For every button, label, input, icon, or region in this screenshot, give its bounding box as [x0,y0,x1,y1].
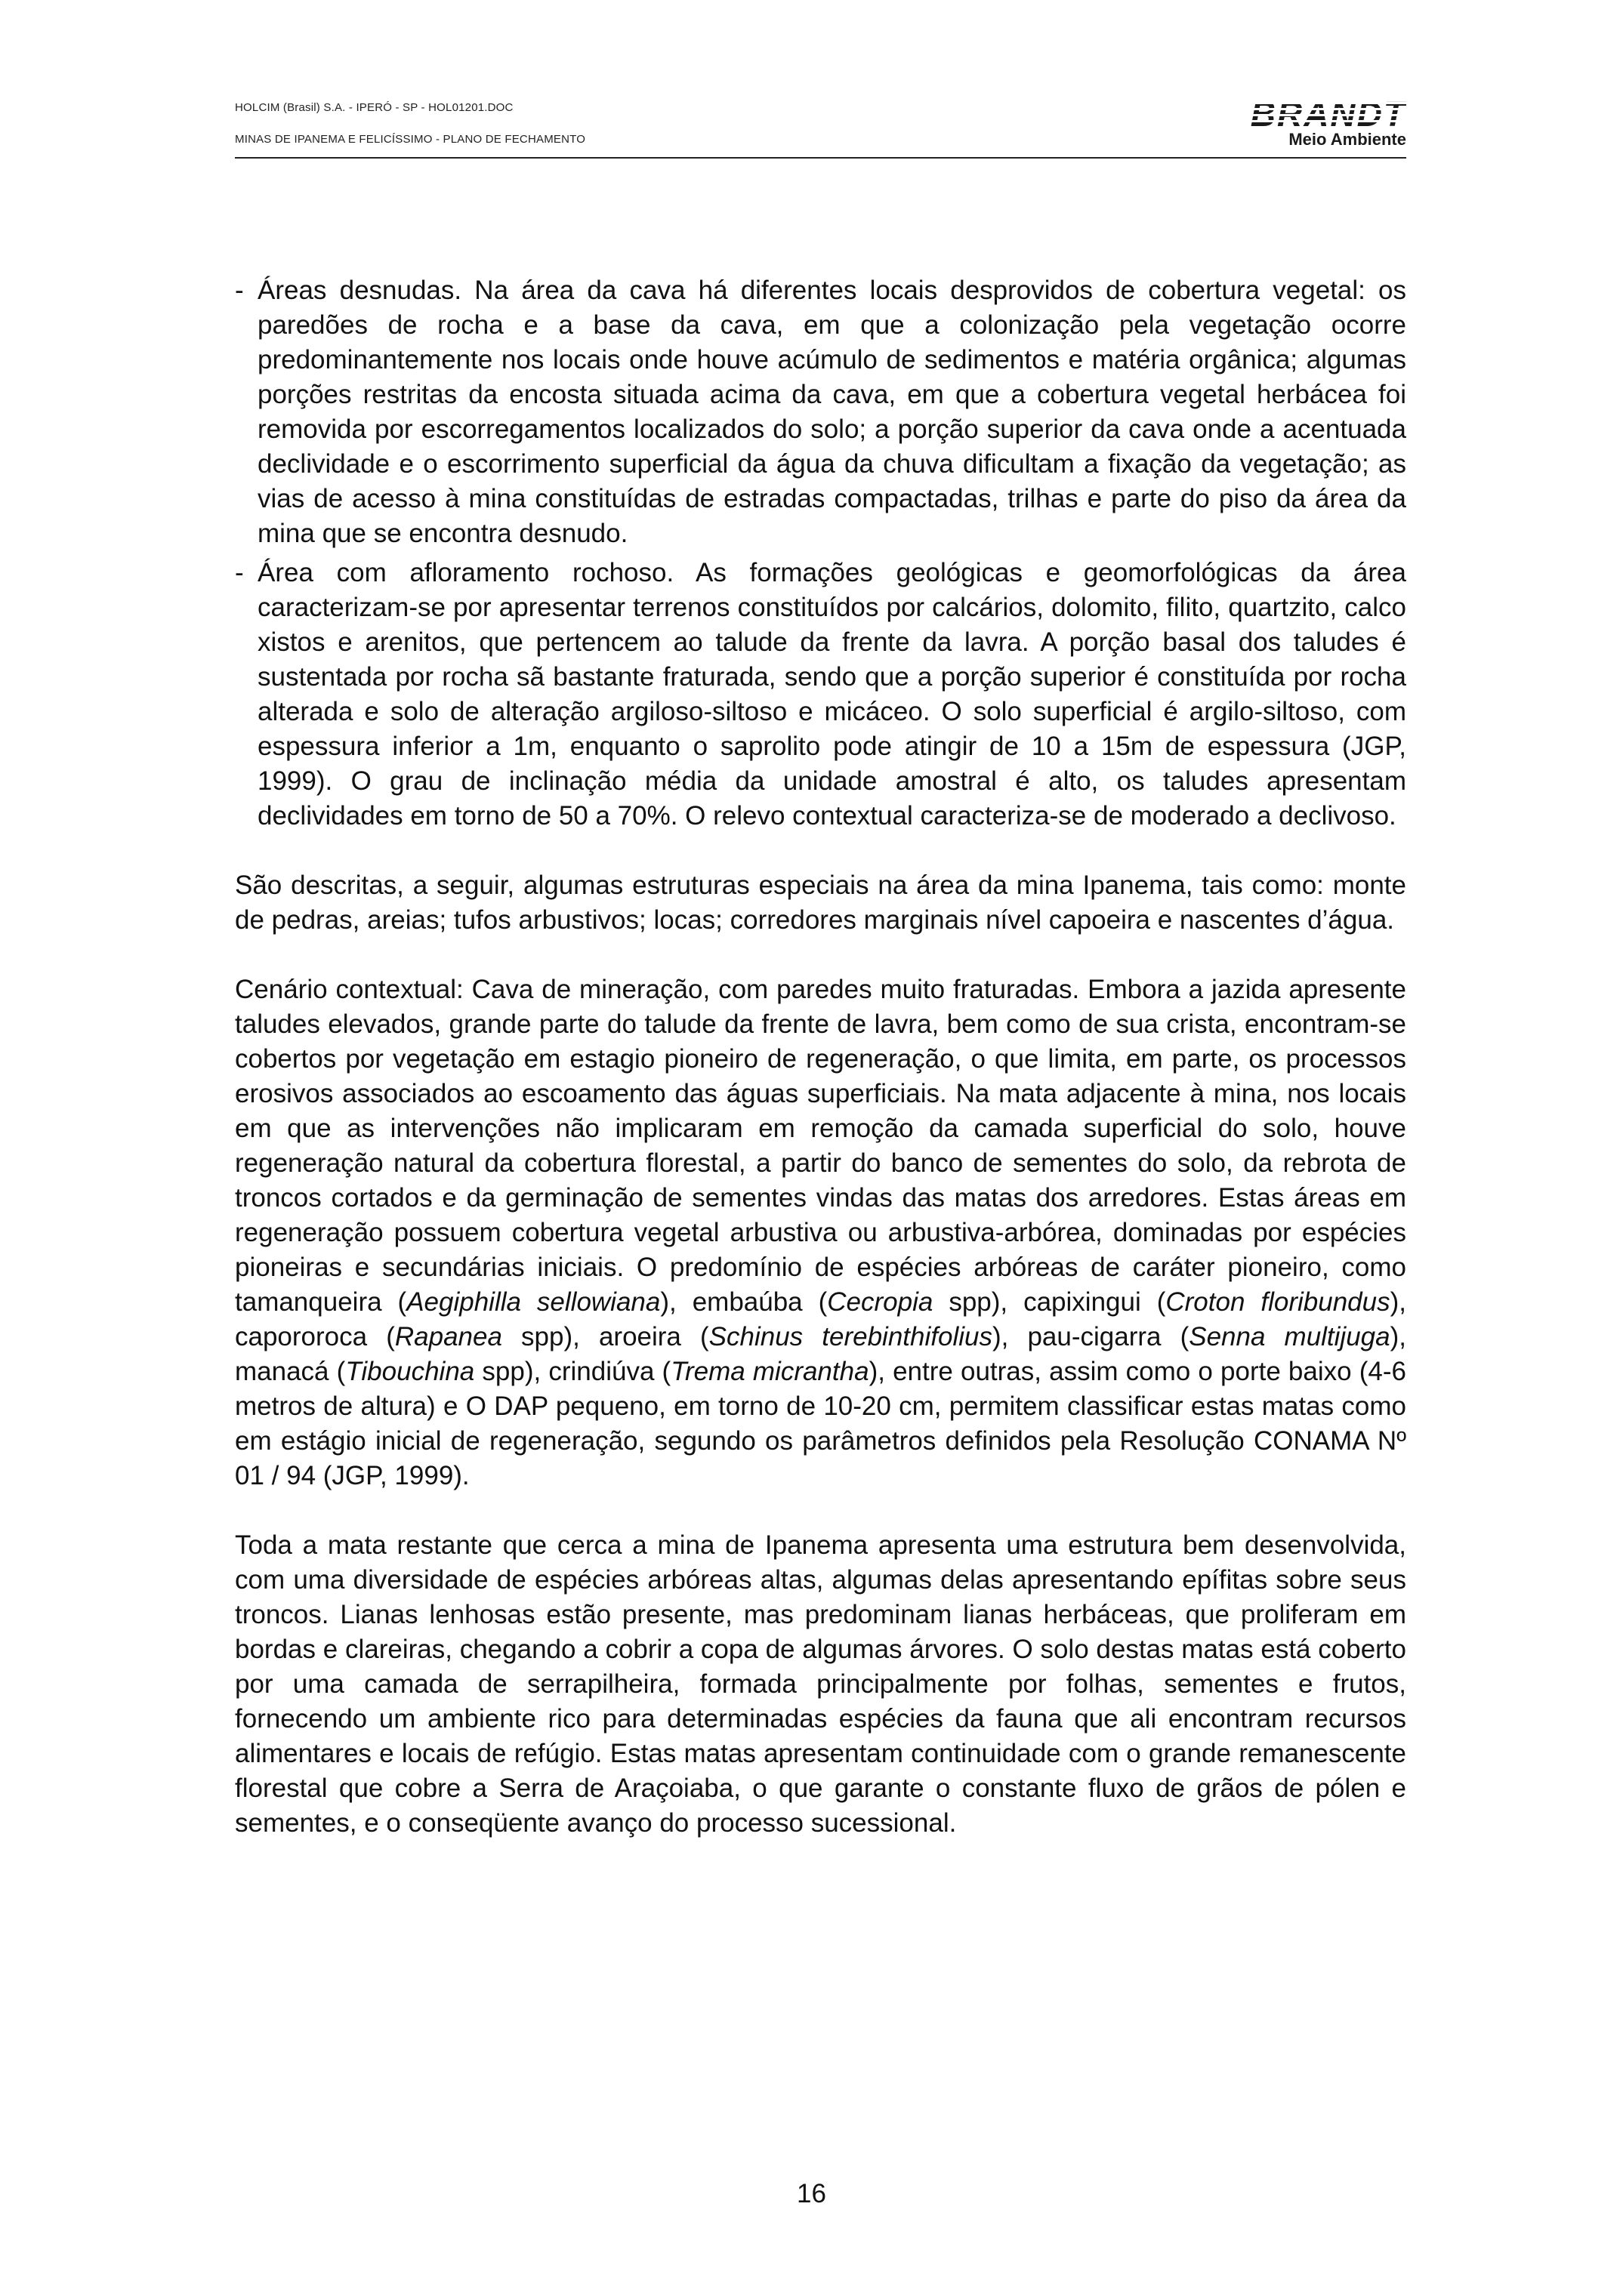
species-name: Croton floribundus [1165,1287,1390,1317]
species-name: Tibouchina [345,1357,475,1386]
species-name: Schinus terebinthifolius [708,1322,992,1351]
header-document-id: HOLCIM (Brasil) S.A. - IPERÓ - SP - HOL01201.DOC [235,101,514,114]
brandt-logo [1248,94,1406,155]
header-divider [235,157,1406,159]
text-run: ), pau-cigarra ( [992,1322,1189,1351]
page-body [235,273,1406,1841]
text-run: ), capororoca ( [235,1287,1407,1351]
bullet-text: Área com afloramento rochoso. As formações geológicas e geomorfológicas da área caracterizam-se por apresentar terrenos constituídos por calcários, dolomito, filito, quartzito, calco xistos e arenitos, que pertencem ao talude da frente da lavra. A porção basal dos taludes é sustentada por rocha sã bastante fraturada, sendo que a porção superior é constituída por rocha alterada e solo de alteração argiloso-siltoso e micáceo. O solo superficial é argilo-siltoso, com espessura inferior a 1m, enquanto o saprolito pode atingir de 10 a 15m de espessura (JGP, 1999). O grau de inclinação média da unidade amostral é alto, os taludes apresentam declividades em torno de 50 a 70%. O relevo contextual caracteriza-se de moderado a declivoso. [258,558,1406,831]
logo-brand-text: BRANDT [1248,98,1406,130]
logo-subtitle: Meio Ambiente [1288,130,1406,149]
species-name: Cecropia [827,1287,933,1317]
species-name: Aegiphilla sellowiana [406,1287,661,1317]
paragraph-cenario-contextual [235,972,1406,1493]
species-name: Trema micrantha [671,1357,869,1386]
text-run: ), manacá ( [235,1322,1406,1386]
paragraph-mata-restante: Toda a mata restante que cerca a mina de Ipanema apresenta uma estrutura bem desenvolvida, com uma diversidade de espécies arbóreas altas, algumas delas apresentando epífitas sobre seus troncos. Lianas lenhosas estão presente, mas predominam lianas herbáceas, que proliferam em bordas e clareiras, chegando a cobrir a copa de algumas árvores. O solo destas matas está coberto por uma camada de serrapilheira, formada principalmente por folhas, sementes e frutos, fornecendo um ambiente rico para determinadas espécies da fauna que ali encontram recursos alimentares e locais de refúgio. Estas matas apresentam continuidade com o grande remanescente florestal que cobre a Serra de Araçoiaba, o que garante o constante fluxo de grãos de pólen e sementes, e o conseqüente avanço do processo sucessional. [235,1530,1406,1838]
text-run: Cenário contextual: Cava de mineração, com paredes muito fraturadas. Embora a jazida apresente taludes elevados, grande parte do talude da frente de lavra, bem como de sua crista, encontram-se cobertos por vegetação em estagio pioneiro de regeneração, o que limita, em parte, os processos erosivos associados ao escoamento das águas superficiais. Na mata adjacente à mina, nos locais em que as intervenções não implicaram em remoção da camada superficial do solo, houve regeneração natural da cobertura florestal, a partir do banco de sementes do solo, da rebrota de troncos cortados e da germinação de sementes vindas das matas dos arredores. Estas áreas em regeneração possuem cobertura vegetal arbustiva ou arbustiva-arbórea, dominadas por espécies pioneiras e secundárias iniciais. O predomínio de espécies arbóreas de caráter pioneiro, como tamanqueira ( [235,975,1406,1317]
species-name: Senna multijuga [1189,1322,1390,1351]
page-header [235,94,1406,159]
bullet-text: Áreas desnudas. Na área da cava há diferentes locais desprovidos de cobertura vegetal: os paredões de rocha e a base da cava, em que a colonização pela vegetação ocorre predominantemente nos locais onde houve acúmulo de sedimentos e matéria orgânica; algumas porções restritas da encosta situada acima da cava, em que a cobertura vegetal herbácea foi removida por escorregamentos localizados do solo; a porção superior da cava onde a acentuada declividade e o escorrimento superficial da água da chuva dificultam a fixação da vegetação; as vias de acesso à mina constituídas de estradas compactadas, trilhas e parte do piso da área da mina que se encontra desnudo. [258,276,1406,548]
bullet-afloramento-rochoso [235,556,1406,834]
text-run: spp), aroeira ( [501,1322,709,1351]
text-run: spp), crindiúva ( [474,1357,671,1386]
header-document-title: MINAS DE IPANEMA E FELICÍSSIMO - PLANO DE FECHAMENTO [235,133,586,146]
bullet-dash: - [235,276,244,305]
bullet-areas-desnudas [235,273,1406,551]
page-number: 16 [797,2179,826,2208]
text-run: ), entre outras, assim como o porte baixo (4-6 metros de altura) e O DAP pequeno, em torno de 10-20 cm, permitem classificar estas matas como em estágio inicial de regeneração, segundo os parâmetros definidos pela Resolução CONAMA Nº 01 / 94 (JGP, 1999). [235,1357,1406,1490]
text-run: spp), capixingui ( [933,1287,1166,1317]
paragraph-estruturas-especiais: São descritas, a seguir, algumas estruturas especiais na área da mina Ipanema, tais como: monte de pedras, areias; tufos arbustivos; locas; corredores marginais nível capoeira e nascentes d’água. [235,871,1406,935]
species-name: Rapanea [394,1322,502,1351]
bullet-dash: - [235,558,244,587]
text-run: ), embaúba ( [660,1287,828,1317]
